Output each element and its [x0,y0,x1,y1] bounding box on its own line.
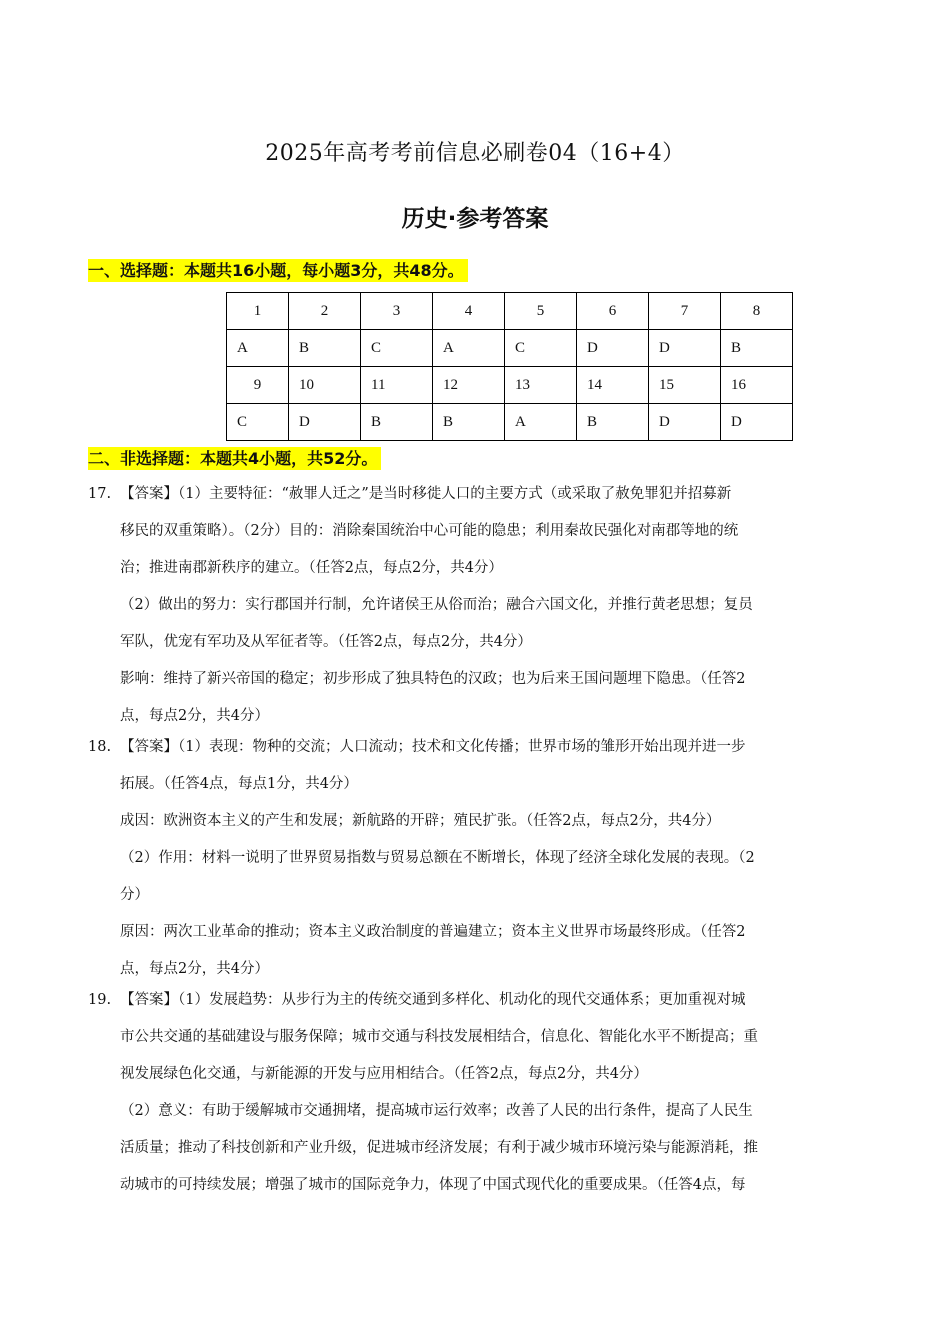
answer-table-row [227,293,793,330]
answer-cell: C [505,330,577,367]
question-number: 6 [577,293,649,330]
answer-cell: D [289,404,361,441]
question-number: 14 [577,367,649,404]
answer-cell: D [649,330,721,367]
answer-cell: C [227,404,289,441]
question-number: 7 [649,293,721,330]
answer-line: 活质量；推动了科技创新和产业升级，促进城市经济发展；有利于减少城市环境污染与能源消耗，推 [120,1140,758,1156]
page-subtitle: 历史·参考答案 [401,206,549,232]
question-number-label: 18. [88,739,112,755]
answer-cell: B [361,404,433,441]
question-number: 3 [361,293,433,330]
answer-line: 【答案】（1）发展趋势：从步行为主的传统交通到多样化、机动化的现代交通体系；更加重视对城 [120,992,746,1008]
answer-line: 分） [120,887,149,903]
answer-line: 点，每点2分，共4分） [120,708,269,724]
answer-line: （2）意义：有助于缓解城市交通拥堵，提高城市运行效率；改善了人民的出行条件，提高了人民生 [120,1103,753,1119]
answer-line: 移民的双重策略）。（2分）目的：消除秦国统治中心可能的隐患；利用秦故民强化对南郡等地的统 [120,523,739,539]
answer-line: （2）做出的努力：实行郡国并行制，允许诸侯王从俗而治；融合六国文化，并推行黄老思想；复员 [120,597,753,613]
answer-line: 治；推进南郡新秩序的建立。（任答2点，每点2分，共4分） [120,560,503,576]
answer-line: 【答案】（1）主要特征：“赦罪人迁之”是当时移徙人口的主要方式（或采取了赦免罪犯并招募新 [120,486,732,502]
answer-block-19 [88,982,858,1204]
answer-block-18 [88,729,858,988]
answer-line: 动城市的可持续发展；增强了城市的国际竞争力，体现了中国式现代化的重要成果。（任答4点，每 [120,1177,746,1193]
question-number: 15 [649,367,721,404]
answer-line: （2）作用：材料一说明了世界贸易指数与贸易总额在不断增长，体现了经济全球化发展的表现。（2 [120,850,755,866]
question-number: 1 [227,293,289,330]
answer-cell: A [433,330,505,367]
answer-cell: C [361,330,433,367]
answer-block-17 [88,476,858,735]
question-number: 2 [289,293,361,330]
answer-table-row [227,367,793,404]
section-heading-nonchoice [88,446,381,469]
answer-line: 影响：维持了新兴帝国的稳定；初步形成了独具特色的汉政；也为后来王国问题埋下隐患。（任答2 [120,671,746,687]
answer-line: 成因：欧洲资本主义的产生和发展；新航路的开辟；殖民扩张。（任答2点，每点2分，共4分） [120,813,721,829]
answer-cell: B [433,404,505,441]
answer-cell: D [721,404,793,441]
answer-line: 拓展。（任答4点，每点1分，共4分） [120,776,358,792]
section-heading-choice [88,258,468,281]
answer-line: 市公共交通的基础建设与服务保障；城市交通与科技发展相结合，信息化、智能化水平不断提高；重 [120,1029,758,1045]
answer-cell: A [505,404,577,441]
question-number: 5 [505,293,577,330]
answer-cell: B [577,404,649,441]
answer-table-row [227,404,793,441]
answer-cell: B [289,330,361,367]
question-number: 12 [433,367,505,404]
answer-cell: A [227,330,289,367]
question-number: 4 [433,293,505,330]
question-number: 16 [721,367,793,404]
answer-line: 原因：两次工业革命的推动；资本主义政治制度的普遍建立；资本主义世界市场最终形成。（任答2 [120,924,746,940]
question-number: 11 [361,367,433,404]
section-heading-choice-text: 一、选择题：本题共16小题，每小题3分，共48分。 [88,259,468,282]
answer-line: 【答案】（1）表现：物种的交流；人口流动；技术和文化传播；世界市场的雏形开始出现并进一步 [120,739,746,755]
question-number: 10 [289,367,361,404]
answer-table-row [227,330,793,367]
question-number-label: 17. [88,486,112,502]
question-number: 9 [227,367,289,404]
section-heading-nonchoice-text: 二、非选择题：本题共4小题，共52分。 [88,447,381,470]
question-number: 13 [505,367,577,404]
page-title: 2025年高考考前信息必刷卷04（16+4） [265,141,685,166]
answer-line: 视发展绿色化交通，与新能源的开发与应用相结合。（任答2点，每点2分，共4分） [120,1066,648,1082]
answer-cell: D [649,404,721,441]
question-number-label: 19. [88,992,112,1008]
answer-line: 军队，优宠有军功及从军征者等。（任答2点，每点2分，共4分） [120,634,532,650]
answer-cell: B [721,330,793,367]
answer-table [226,292,793,441]
answer-line: 点，每点2分，共4分） [120,961,269,977]
answer-cell: D [577,330,649,367]
question-number: 8 [721,293,793,330]
